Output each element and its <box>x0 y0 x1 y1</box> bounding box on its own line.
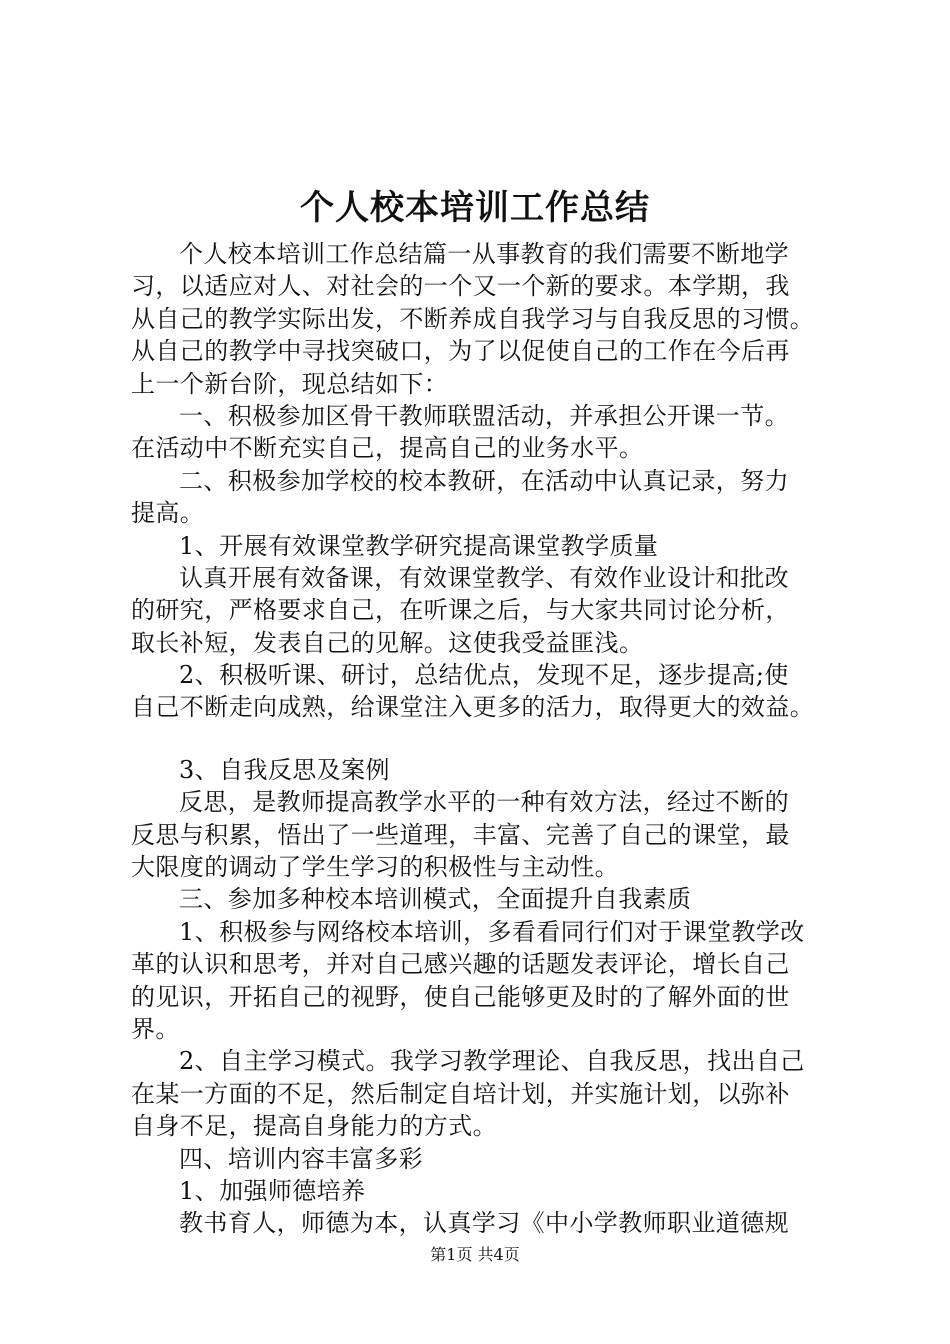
text-line: 个人校本培训工作总结篇一从事教育的我们需要不断地学 <box>179 240 789 268</box>
text-line: 在某一方面的不足，然后制定自培计划，并实施计划，以弥补 <box>131 1079 790 1108</box>
text-line: 的见识，开拓自己的视野，使自己能够更及时的了解外面的世 <box>131 982 790 1011</box>
text-line: 反思，是教师提高教学水平的一种有效方法，经过不断的 <box>179 788 789 817</box>
text-line: 提高。 <box>131 499 205 528</box>
text-line: 1、开展有效课堂教学研究提高课堂教学质量 <box>179 531 659 560</box>
text-line: 1、积极参与网络校本培训，多看看同行们对于课堂教学改 <box>179 917 805 946</box>
text-line: 教书育人，师德为本，认真学习《中小学教师职业道德规 <box>179 1209 789 1238</box>
text-line: 在活动中不断充实自己，提高自己的业务水平。 <box>131 434 644 463</box>
text-line: 1、加强师德培养 <box>179 1176 366 1205</box>
text-line: 3、自我反思及案例 <box>179 755 390 784</box>
text-line: 的研究，严格要求自己，在听课之后，与大家共同讨论分析， <box>131 596 790 625</box>
text-line: 一、积极参加区骨干教师联盟活动，并承担公开课一节。 <box>179 401 789 430</box>
text-line: 自己不断走向成熟，给课堂注入更多的活力，取得更大的效益。 <box>131 693 815 722</box>
text-line: 自身不足，提高自身能力的方式。 <box>131 1112 497 1141</box>
text-line: 二、积极参加学校的校本教研，在活动中认真记录，努力 <box>179 466 789 495</box>
text-line: 2、积极听课、研讨，总结优点，发现不足，逐步提高;使 <box>179 661 789 690</box>
paragraph-gap <box>131 724 851 754</box>
text-line: 反思与积累，悟出了一些道理，丰富、完善了自己的课堂，最 <box>131 820 790 849</box>
text-line: 从自己的教学实际出发，不断养成自我学习与自我反思的习惯。 <box>131 304 815 333</box>
document-title: 个人校本培训工作总结 <box>300 188 650 228</box>
text-line: 2、自主学习模式。我学习教学理论、自我反思，找出自己 <box>179 1047 805 1076</box>
text-line: 革的认识和思考，并对自己感兴趣的话题发表评论，增长自己 <box>131 950 790 979</box>
text-line: 界。 <box>131 1014 180 1043</box>
document-body <box>131 238 851 1240</box>
text-line: 习，以适应对人、对社会的一个又一个新的要求。本学期，我 <box>131 272 790 301</box>
text-line: 大限度的调动了学生学习的积极性与主动性。 <box>131 853 619 882</box>
text-line: 上一个新台阶，现总结如下： <box>131 369 449 398</box>
page-footer: 第1页 共4页 <box>430 1245 520 1264</box>
text-line: 四、培训内容丰富多彩 <box>179 1144 423 1173</box>
text-line: 从自己的教学中寻找突破口，为了以促使自己的工作在今后再 <box>131 337 790 366</box>
text-line: 取长补短，发表自己的见解。这使我受益匪浅。 <box>131 628 644 657</box>
text-line: 认真开展有效备课，有效课堂教学、有效作业设计和批改 <box>179 563 789 592</box>
text-line: 三、参加多种校本培训模式，全面提升自我素质 <box>179 885 692 914</box>
